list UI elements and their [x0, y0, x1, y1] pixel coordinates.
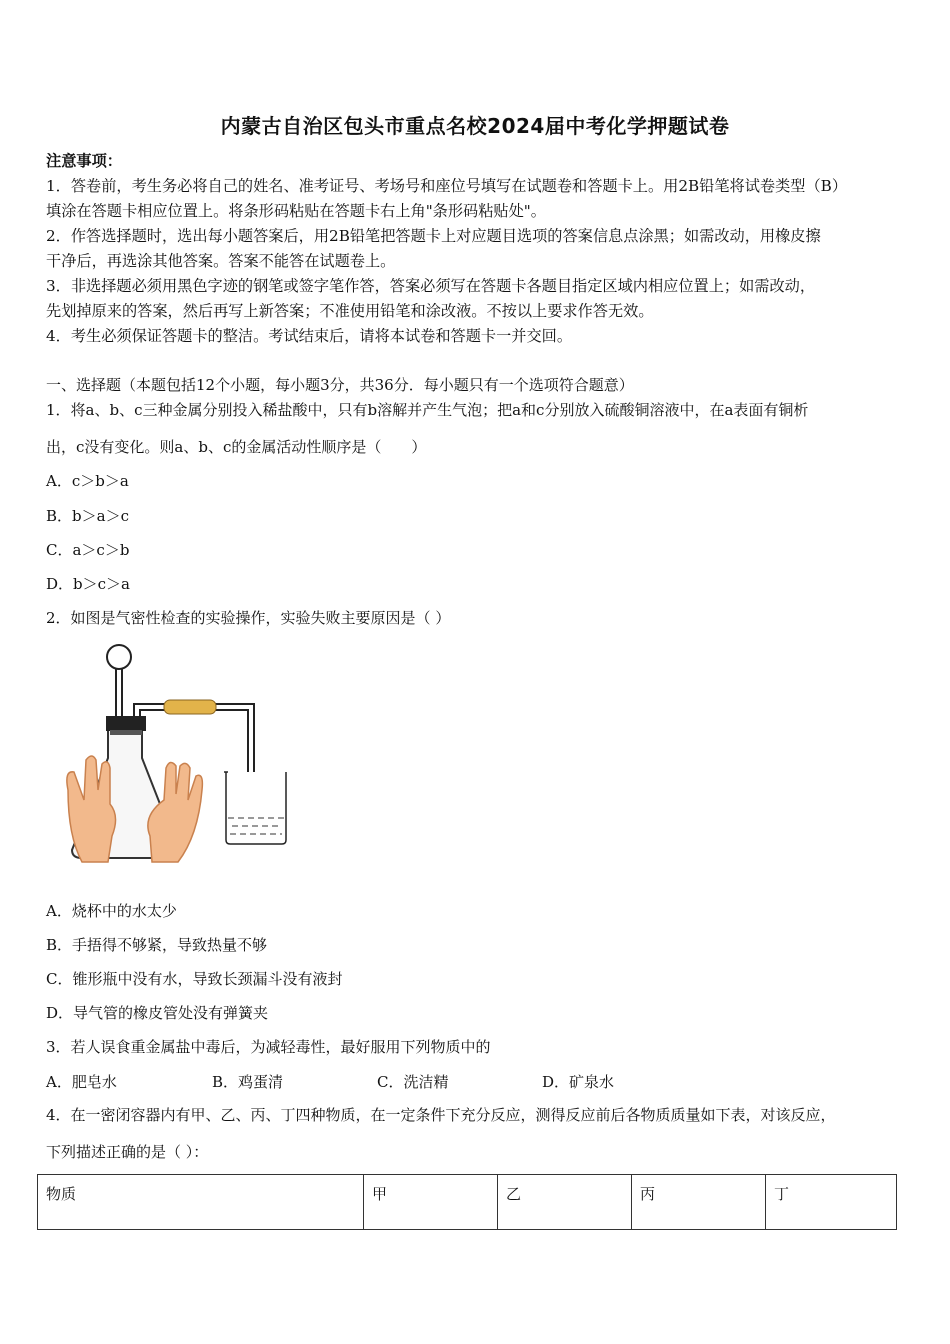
q1-option-b: B．b＞a＞c	[46, 507, 129, 525]
q1-option-c: C．a＞c＞b	[46, 541, 130, 559]
notes-line: 1．答卷前，考生务必将自己的姓名、准考证号、考场号和座位号填写在试题卷和答题卡上。用2B铅笔将试卷类型（B）	[46, 177, 848, 195]
q1-stem-line1: 1．将a、b、c三种金属分别投入稀盐酸中，只有b溶解并产生气泡；把a和c分别放入硫酸铜溶液中，在a表面有铜析	[46, 401, 809, 419]
table-header-cell: 丁	[766, 1175, 897, 1230]
q2-option-b: B．手捂得不够紧，导致热量不够	[46, 936, 268, 954]
q2-stem: 2．如图是气密性检查的实验操作，实验失败主要原因是（ ）	[46, 609, 451, 627]
notes-line: 4．考生必须保证答题卡的整洁。考试结束后，请将本试卷和答题卡一并交回。	[46, 327, 573, 345]
q2-option-a: A．烧杯中的水太少	[46, 902, 177, 920]
q1-stem-line2: 出，c没有变化。则a、b、c的金属活动性顺序是（ ）	[46, 438, 427, 456]
q3-stem: 3．若人误食重金属盐中毒后，为减轻毒性，最好服用下列物质中的	[46, 1038, 491, 1056]
q4-stem-line2: 下列描述正确的是（ ）：	[46, 1143, 209, 1161]
section-heading: 一、选择题（本题包括12个小题，每小题3分，共36分．每小题只有一个选项符合题意）	[46, 376, 634, 394]
q3-option-d: D．矿泉水	[542, 1073, 615, 1091]
q1-option-a: A．c＞b＞a	[46, 472, 129, 490]
page-title: 内蒙古自治区包头市重点名校2024届中考化学押题试卷	[220, 114, 730, 138]
notes-heading: 注意事项：	[46, 152, 122, 170]
table-row	[38, 1175, 897, 1230]
notes-line: 先划掉原来的答案，然后再写上新答案；不准使用铅笔和涂改液。不按以上要求作答无效。	[46, 302, 654, 320]
q4-stem-line1: 4．在一密闭容器内有甲、乙、丙、丁四种物质，在一定条件下充分反应，测得反应前后各物质质量如下表，对该反应，	[46, 1106, 836, 1124]
q2-option-c: C．锥形瓶中没有水，导致长颈漏斗没有液封	[46, 970, 343, 988]
q2-option-d: D．导气管的橡皮管处没有弹簧夹	[46, 1004, 269, 1022]
q3-option-b: B．鸡蛋清	[212, 1073, 284, 1091]
table-header-cell: 甲	[364, 1175, 498, 1230]
notes-line: 填涂在答题卡相应位置上。将条形码粘贴在答题卡右上角"条形码粘贴处"。	[46, 202, 546, 220]
table-header-cell: 乙	[498, 1175, 632, 1230]
airtightness-apparatus-figure	[64, 640, 300, 868]
table-header-cell: 物质	[38, 1175, 364, 1230]
mass-table	[37, 1174, 897, 1230]
table-header-cell: 丙	[632, 1175, 766, 1230]
notes-line: 2．作答选择题时，选出每小题答案后，用2B铅笔把答题卡上对应题目选项的答案信息点涂黑；如需改动，用橡皮擦	[46, 227, 821, 245]
q1-option-d: D．b＞c＞a	[46, 575, 130, 593]
notes-line: 干净后，再选涂其他答案。答案不能答在试题卷上。	[46, 252, 396, 270]
q3-option-c: C．洗洁精	[377, 1073, 449, 1091]
notes-line: 3．非选择题必须用黑色字迹的钢笔或签字笔作答，答案必须写在答题卡各题目指定区域内相应位置上；如需改动，	[46, 277, 816, 295]
q3-option-a: A．肥皂水	[46, 1073, 117, 1091]
